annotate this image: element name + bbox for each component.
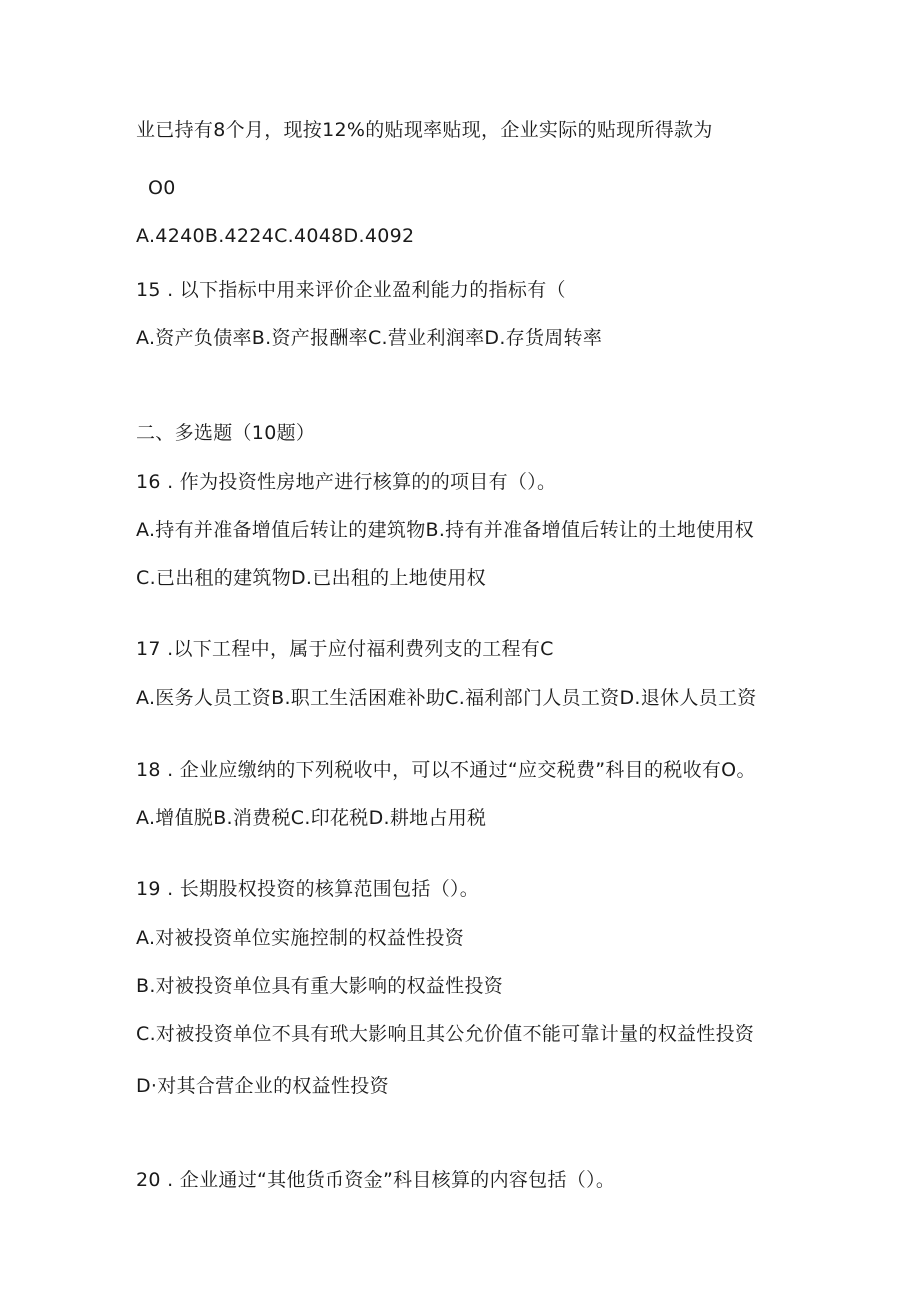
question-14-options: A.4240B.4224C.4048D.4092 [136,225,415,247]
question-18-stem: 18 . 企业应缴纳的下列税收中，可以不通过“应交税费”科目的税收有O。 [136,759,756,781]
question-19-option-c: C.对被投资单位不具有玳大影响且其公允价值不能可靠计量的权益性投资 [136,1023,755,1045]
question-14-stem-continued: 业已持有8个月，现按12%的贴现率贴现，企业实际的贴现所得款为 [136,119,713,141]
question-15-stem: 15 . 以下指标中用来评价企业盈利能力的指标有（ [136,279,566,301]
question-14-blank: O0 [148,177,176,199]
question-19-option-a: A.对被投资单位实施控制的权益性投资 [136,927,465,949]
question-15-options: A.资产负债率B.资产报酬率C.营业利润率D.存货周转率 [136,327,603,349]
question-20-stem: 20 . 企业通过“其他货币资金”科目核算的内容包括（）。 [136,1169,616,1191]
section-heading-multiple-choice: 二、多选题（10题） [136,422,316,444]
question-19-stem: 19 . 长期股权投资的核算范围包括（）。 [136,878,480,900]
question-16-options-cd: C.已出租的建筑物D.已出租的上地使用权 [136,567,486,589]
question-16-options-ab: A.持有并准备增值后转让的建筑物B.持有并准备增值后转让的土地使用权 [136,519,754,541]
question-19-option-d: D·对其合营企业的权益性投资 [136,1075,389,1097]
question-19-option-b: B.对被投资单位具有重大影响的权益性投资 [136,975,504,997]
question-17-options: A.医务人员工资B.职工生活困难补助C.福利部门人员工资D.退休人员工资 [136,687,757,709]
question-18-options: A.增值脱B.消费税C.印花税D.耕地占用税 [136,807,487,829]
question-16-stem: 16 . 作为投资性房地产进行核算的的项目有（）。 [136,471,557,493]
question-17-stem: 17 .以下工程中，属于应付福利费列支的工程有C [136,638,554,660]
